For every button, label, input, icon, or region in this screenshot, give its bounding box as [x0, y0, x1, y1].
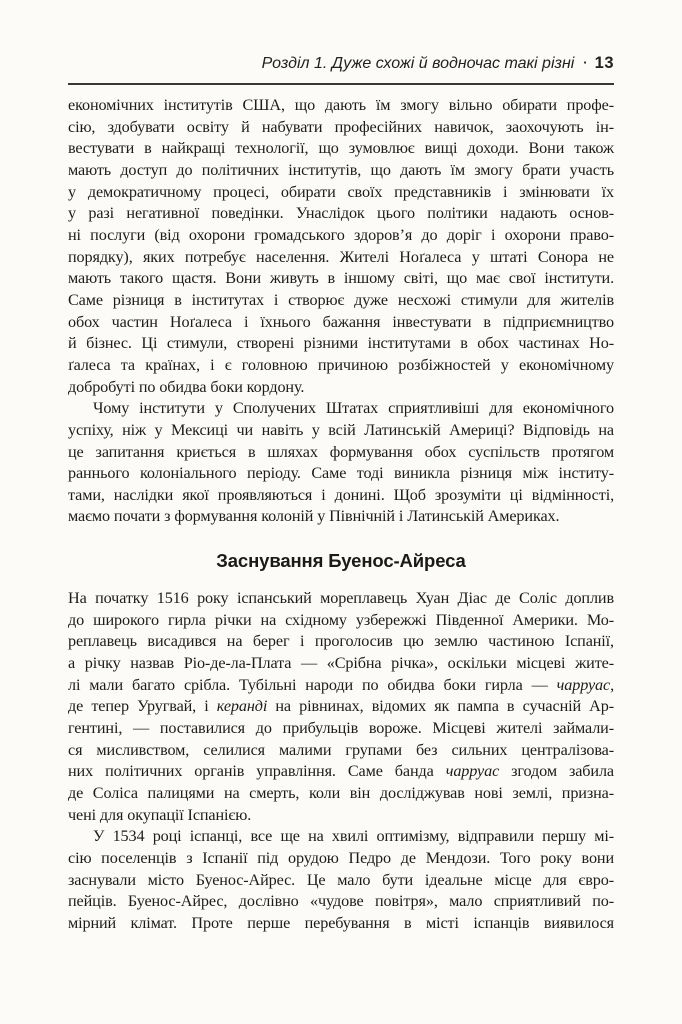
- text-line: у разі негативної поведінки. Унаслідок цього політики надають основ-: [68, 204, 614, 223]
- text-line: добробуті по обидва боки кордону.: [68, 377, 305, 396]
- text-line: а річку назвав Ріо-де-ла-Плата — «Срібна річка», оскільки місцеві жите-: [68, 654, 614, 673]
- italic-term: чарруас: [556, 675, 611, 694]
- running-header: [68, 54, 614, 73]
- text-line: них політичних органів управління. Саме банда чарруас згодом забила: [68, 762, 614, 781]
- text-line: це запитання криється в шляхах формування обох суспільств протягом: [68, 442, 614, 461]
- header-rule: [68, 83, 614, 85]
- text-line: де Соліса палицями на смерть, коли він досліджував нові землі, призна-: [68, 784, 614, 803]
- text-line: маємо почати з формування колоній у Північній і Латинській Америках.: [68, 507, 560, 526]
- text-line: економічних інститутів США, що дають їм змогу вільно обирати профе-: [68, 96, 614, 114]
- text-line: вестувати в найкращі технології, що зумовлює вищі доходи. Вони також: [68, 139, 614, 158]
- text-line: мірний клімат. Проте перше перебування в місті іспанців виявилося: [68, 913, 614, 932]
- text-line: мають такого щастя. Вони живуть в іншому світі, що має свої інститути.: [68, 269, 614, 288]
- chapter-running-title: Розділ 1. Дуже схожі й водночас такі різні: [261, 55, 575, 72]
- text-line: чені для окупації Іспанією.: [68, 805, 252, 824]
- paragraph: [68, 588, 614, 826]
- text-line: У 1534 році іспанці, все ще на хвилі оптимізму, відправили першу мі-: [93, 827, 614, 846]
- text-line: ґалеса та країнах, і є головною причиною розбіжностей у економічному: [68, 355, 614, 374]
- paragraph: [68, 95, 614, 398]
- text-line: раннього колоніального періоду. Саме тоді виникла різниця між інститу-: [68, 464, 614, 483]
- text-line: порядку), яких потребує населення. Жителі Ноґалеса у штаті Сонора не: [68, 247, 614, 266]
- text-line: сію поселенців з Іспанії під орудою Педро де Мендози. Того року вони: [68, 849, 614, 867]
- italic-term: чарруас: [445, 762, 500, 781]
- text-line: Чому інститути у Сполучених Штатах сприятливіші для економічного: [93, 399, 614, 418]
- text-line: й бізнес. Ці стимули, створені різними інститутами в обох частинах Но-: [68, 334, 614, 353]
- paragraph: [68, 398, 614, 528]
- text-line: Саме різниця в інститутах і створює дуже несхожі стимули для жителів: [68, 290, 614, 309]
- text-line: реплавець висадився на берег і проголосив цю землю частиною Іспанії,: [68, 632, 614, 651]
- header-separator-dot: ·: [583, 55, 588, 70]
- text-line: ся мисливством, селилися малими групами без сильних централізова-: [68, 740, 614, 759]
- text-line: до широкого гирла річки на східному узбережжі Південної Америки. Мо-: [68, 610, 614, 629]
- italic-term: керанді: [216, 697, 268, 716]
- text-line: лі мали багато срібла. Тубільні народи по обидва боки гирла — чарруас,: [68, 675, 614, 694]
- text-line: пейців. Буенос-Айрес, дослівно «чудове повітря», мало сприятливий по-: [68, 892, 614, 911]
- text-line: заснували місто Буенос-Айрес. Це мало бути ідеальне місце для євро-: [68, 870, 614, 889]
- page-number: 13: [594, 54, 614, 72]
- text-line: сію, здобувати освіту й набувати професійних навичок, заохочують ін-: [68, 117, 614, 136]
- text-line: де тепер Уругвай, і керанді на рівнинах, відомих як пампа в сучасній Ар-: [68, 697, 614, 716]
- paragraph: [68, 826, 614, 934]
- text-flow: [68, 95, 614, 935]
- text-line: ні послуги (від охорони громадського здоров’я до доріг і охорони право-: [68, 225, 614, 244]
- text-line: у демократичному процесі, обирати своїх представників і змінювати їх: [68, 182, 614, 201]
- section-heading: Заснування Буенос-Айреса: [216, 550, 466, 572]
- text-line: успіху, ніж у Мексиці чи навіть у всій Латинській Америці? Відповідь на: [68, 420, 614, 439]
- text-line: На початку 1516 року іспанський мореплавець Хуан Діас де Соліс доплив: [68, 589, 614, 608]
- text-line: мають доступ до політичних інститутів, що дають їм змогу брати участь: [68, 160, 614, 179]
- text-line: гентині, — поставилися до прибульців вороже. Місцеві жителі займали-: [68, 719, 614, 738]
- text-line: обох частин Ноґалеса і їхнього бажання інвестувати в підприємництво: [68, 312, 614, 331]
- text-line: тами, наслідки якої проявляються і донині. Щоб зрозуміти ці відмінності,: [68, 485, 614, 504]
